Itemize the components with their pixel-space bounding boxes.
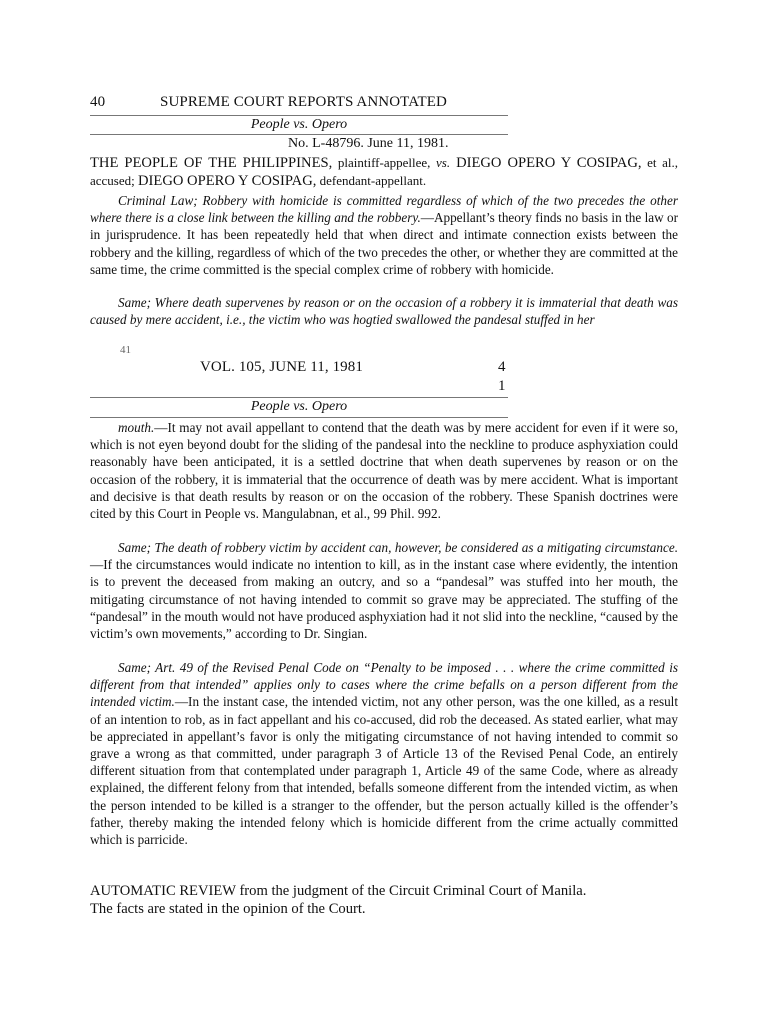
party-defendant: DIEGO OPERO Y COSIPAG, [450, 155, 642, 171]
case-caption: People vs. Opero [250, 117, 348, 132]
syllabus-2 [90, 294, 678, 328]
page-number-2a: 4 [498, 359, 506, 375]
syllabus-1-heading: Criminal Law; Robbery with homicide is committed regardless of which of the two precedes the other where there is a close link between the killing and the robbery. [90, 193, 678, 226]
caption-rule-2 [90, 417, 508, 418]
automatic-review [90, 882, 678, 918]
syllabus-2-continued [90, 419, 678, 522]
party-defendant-role: defendant-appellant. [316, 173, 427, 188]
syllabus-2-cont-heading: mouth. [118, 420, 155, 435]
syllabus-3-text: —If the circumstances would indicate no intention to kill, as in the instant case where evidently, the intention is to prevent the deceased from making an outcry, and so a “pandesal” was stuffed into her mouth, the mitigating circumstance of not having intended to commit so grave may be appreciated. The stuffing of the “pandesal” in the mouth would not have produced asphyxiation had it not slid into the neckline, “caused by the victim’s own movements,” according to Dr. Singian. [90, 557, 678, 642]
syllabus-4 [90, 659, 678, 848]
case-caption-2: People vs. Opero [250, 399, 348, 414]
parties-block [90, 154, 678, 190]
page-marker: 41 [120, 344, 131, 356]
running-head: SUPREME COURT REPORTS ANNOTATED [160, 94, 447, 110]
running-head-2: VOL. 105, JUNE 11, 1981 [200, 359, 363, 375]
caption-rule [90, 134, 508, 135]
syllabus-2-cont-text: —It may not avail appellant to contend that the death was by mere accident for even if it were so, which is not eyen beyond doubt for the sliding of the pandesal into the neckline to produce asphyxiation could reasonably have been anticipated, it is a settled doctrine that when death supervenes by reason or on the occasion of the robbery, it is immaterial that the occurrence of death was by mere accident. What is important and decisive is that death results by reason or on the occasion of the robbery. These Spanish doctrines were cited by this Court in People vs. Mangulabnan, et al., 99 Phil. 992. [90, 420, 678, 522]
syllabus-2-heading: Same; Where death supervenes by reason or on the occasion of a robbery it is immaterial that death was caused by mere accident, i.e., the victim who was hogtied swallowed the pandesal stuffed in her [90, 295, 678, 328]
case-number [288, 136, 448, 152]
syllabus-1 [90, 192, 678, 278]
party-plaintiff-role: plaintiff-appellee, [332, 155, 436, 170]
header-rule-2 [90, 397, 508, 398]
syllabus-3-heading: Same; The death of robbery victim by accident can, however, be considered as a mitigating circumstance. [118, 540, 678, 555]
header-rule [90, 115, 508, 116]
party-accused: et al., accused; [90, 155, 678, 188]
page-number-2b: 1 [498, 378, 506, 394]
party-plaintiff: THE PEOPLE OF THE PHILIPPINES, [90, 155, 333, 171]
party-defendant-2: DIEGO OPERO Y COSIPAG, [138, 173, 317, 189]
syllabus-3 [90, 539, 678, 642]
syllabus-4-text: —In the instant case, the intended victim, not any other person, was the one killed, as a result of an intention to rob, as in fact appellant and his co-accused, did rob the deceased. As stated earlier, what may be appreciated in appellant’s favor is only the mitigating circumstance of not having intended to commit so grave a wrong as that committed, under paragraph 3 of Article 13 of the Revised Penal Code, an entirely different situation from that contemplated under paragraph 1, Article 49 of the same Code, where as already explained, the different felony from that intended, befalls someone different from the intended victim, as when the person intended to be killed is a stranger to the offender, but the person actually killed is the offender’s father, thereby making the intended felony which is homicide different from the crime actually committed which is parricide. [90, 694, 678, 848]
versus: vs. [435, 155, 451, 170]
syllabus-4-heading: Same; Art. 49 of the Revised Penal Code on “Penalty to be imposed . . . where the crime committed is different from that intended” applies only to cases where the crime befalls on a person different from the intended victim. [90, 660, 678, 710]
page-number: 40 [90, 94, 106, 110]
facts-statement: The facts are stated in the opinion of the Court. [90, 901, 366, 917]
automatic-review-text: AUTOMATIC REVIEW from the judgment of the Circuit Criminal Court of Manila. [90, 883, 587, 899]
syllabus-1-text: —Appellant’s theory finds no basis in the law or in jurisprudence. It has been repeatedly held that when direct and intimate connection exists between the robbery and the killing, regardless of which of the two precedes the other, or whether they are committed at the same time, the crime committed is the special complex crime of robbery with homicide. [90, 210, 679, 277]
case-number-text: No. L-48796. June 11, 1981. [288, 136, 449, 151]
